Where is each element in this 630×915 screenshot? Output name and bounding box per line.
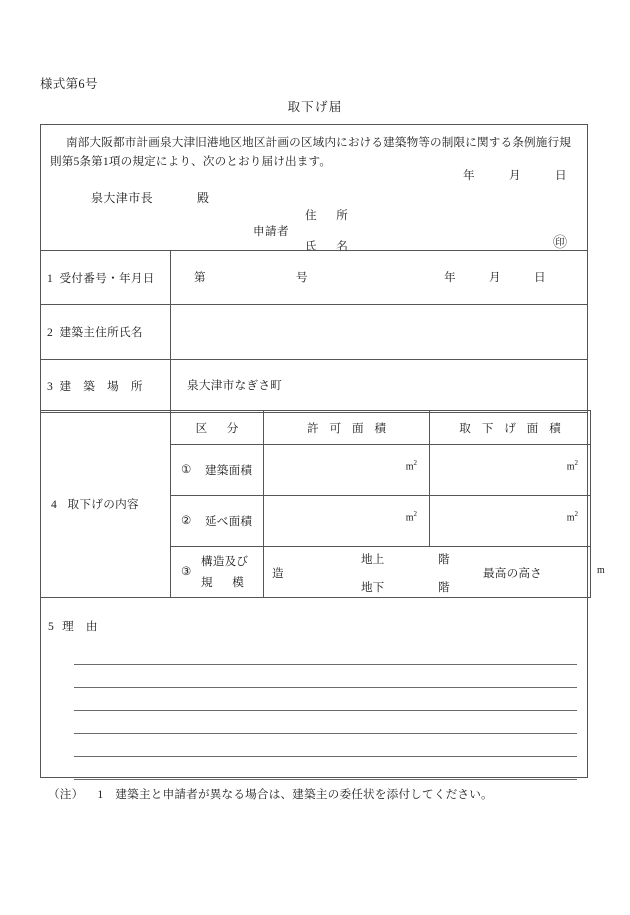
reason-label [48,618,98,634]
reason-number: 5 [48,620,55,633]
addressee-name: 泉大津市長 [91,191,154,205]
site-value: 泉大津市なぎさ町 [187,379,283,392]
receipt-value-cell[interactable] [171,251,588,305]
footer-note [48,786,493,802]
addressee-honorific: 殿 [197,191,210,205]
table-row-owner [41,305,588,360]
header-withdrawn-area: 取 下 げ 面 積 [430,411,591,445]
below-ground-unit: 階 [438,581,450,594]
receipt-number: 1 [47,271,54,285]
applicant-label: 申請者 [253,225,289,238]
unit-square-meter: $m^2$ [405,510,417,524]
item-name-text: 延べ面積 [205,515,253,528]
item-name-text: 建築面積 [205,464,253,477]
structure-name-line1: 構造及び [201,555,249,568]
reason-section [41,610,587,778]
submission-date-line [41,167,581,183]
structure-zou-label: 造 [272,567,284,580]
form-code: 様式第6号 [40,77,98,91]
owner-label-cell [41,305,171,360]
total-floor-area-withdrawn-cell[interactable] [430,496,591,547]
site-label [41,378,170,394]
building-area-withdrawn-cell[interactable] [430,445,591,496]
reason-line[interactable] [74,665,577,688]
above-ground-unit: 階 [438,553,450,566]
max-height-label: 最高の高さ [483,567,542,580]
section4-label [41,496,170,512]
site-label-cell [41,360,171,413]
structure-value-cell[interactable] [264,547,605,598]
reason-writing-lines[interactable] [74,642,577,780]
table-row-receipt [41,251,588,305]
section4-number: 4 [51,498,58,511]
reason-line[interactable] [74,757,577,780]
reason-line[interactable] [74,711,577,734]
total-floor-area-permitted-cell[interactable] [264,496,430,547]
reason-label-text: 理 由 [62,620,98,633]
note-prefix: （注） [48,788,84,801]
applicant-name-label: 氏 名 [305,240,352,253]
header-permitted-area: 許 可 面 積 [264,411,430,445]
reason-line[interactable] [74,688,577,711]
section4-label-text: 取下げの内容 [67,498,139,511]
site-number: 3 [47,380,54,393]
seal-icon: ㊞ [553,236,567,251]
table-row-site [41,360,588,413]
structure-name-line2: 規 模 [201,576,248,589]
receipt-month-label: 月 [489,271,501,284]
max-height-unit: m [597,565,605,576]
header-kubun: 区 分 [171,411,264,445]
site-label-text: 建 築 場 所 [59,380,143,393]
form-main-box [40,124,605,778]
applicant-address-label: 住 所 [305,209,352,222]
date-day-label: 日 [555,169,567,182]
basic-info-table [40,250,588,413]
owner-label [41,324,170,340]
below-ground-label: 地下 [361,581,385,594]
receipt-day-label: 日 [534,271,546,284]
withdrawal-content-table [40,410,605,598]
item-marker: ③ [181,565,192,578]
reason-line[interactable] [74,642,577,665]
receipt-label [41,270,170,286]
date-month-label: 月 [509,169,521,182]
owner-label-text: 建築主住所氏名 [59,326,143,339]
building-area-permitted-cell[interactable] [264,445,430,496]
item-total-floor-area-name [171,496,264,547]
receipt-label-cell [41,251,171,305]
section4-label-cell [41,411,171,598]
item-marker: ① [181,463,192,476]
note-text: 建築主と申請者が異なる場合は、建築主の委任状を添付してください。 [115,788,493,801]
receipt-gou-label: 号 [296,271,308,284]
unit-square-meter: $m^2$ [566,459,578,473]
reason-line[interactable] [74,734,577,757]
item-structure-name [171,547,264,598]
item-marker: ② [181,514,192,527]
intro-paragraph: 南部大阪都市計画泉大津旧港地区地区計画の区域内における建築物等の制限に関する条例施行規則第5条第1項の規定により、次のとおり届け出ます。 [50,136,571,168]
above-ground-label: 地上 [361,553,385,566]
receipt-dai-label: 第 [194,271,206,284]
unit-square-meter: $m^2$ [405,459,417,473]
owner-number: 2 [47,326,54,339]
owner-value-cell[interactable] [171,305,588,360]
receipt-label-text: 受付番号・年月日 [59,271,155,285]
site-value-cell[interactable] [171,360,588,413]
unit-square-meter: $m^2$ [566,510,578,524]
receipt-year-label: 年 [444,271,456,284]
date-year-label: 年 [463,169,475,182]
note-number: 1 [97,788,104,801]
item-building-area-name [171,445,264,496]
table-row-headers [41,411,591,445]
document-title: 取下げ届 [287,100,343,114]
